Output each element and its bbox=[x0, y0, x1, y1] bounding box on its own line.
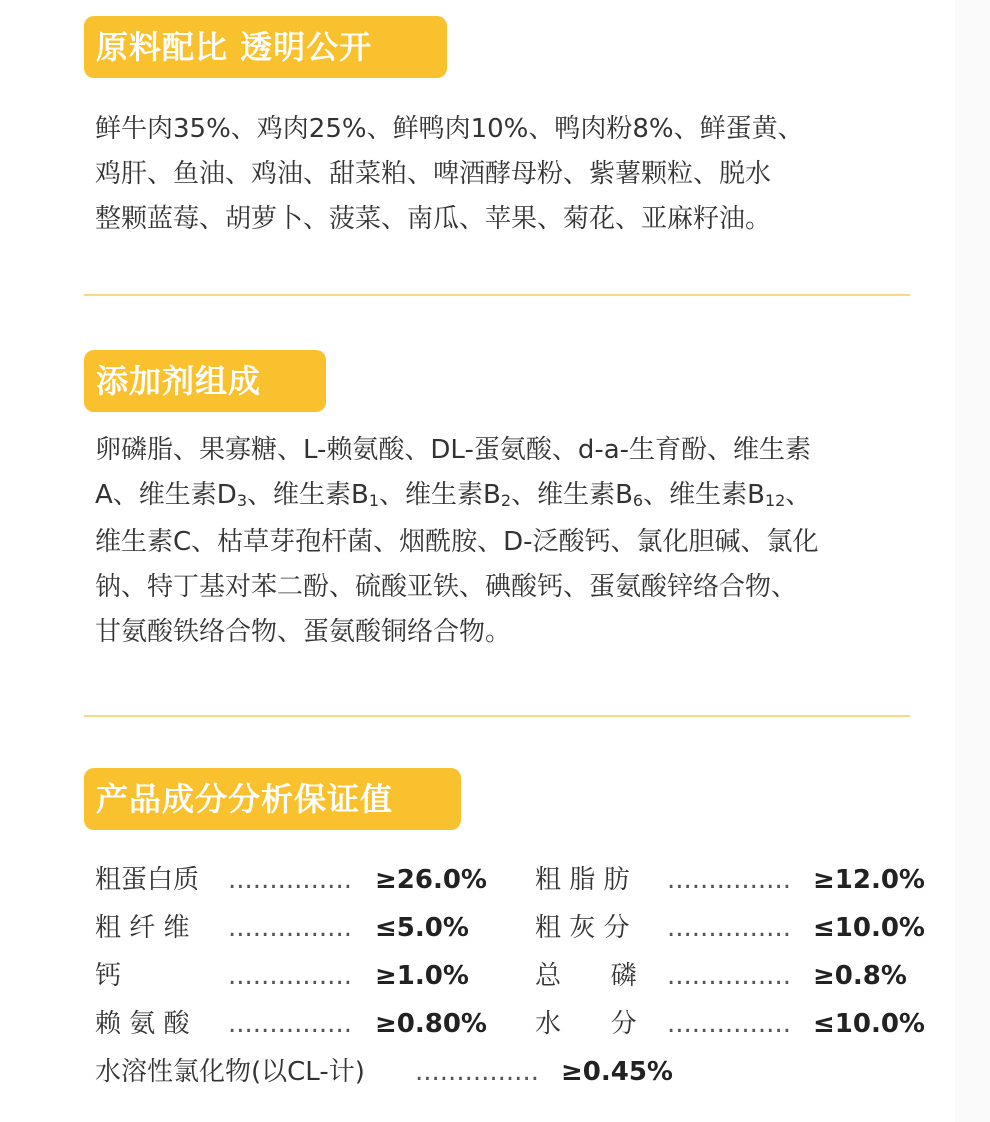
analysis-value: ≥12.0% bbox=[813, 865, 925, 895]
analysis-label: 钙 bbox=[95, 961, 122, 991]
additives-title: 添加剂组成 bbox=[84, 350, 326, 412]
analysis-label: 赖 氨 酸 bbox=[95, 1009, 190, 1039]
raw-line-3: 整颗蓝莓、胡萝卜、菠菜、南瓜、苹果、菊花、亚麻籽油。 bbox=[95, 204, 772, 234]
analysis-label: 粗 纤 维 bbox=[95, 913, 190, 943]
leader-dots: ............... bbox=[667, 865, 791, 895]
analysis-value: ≥26.0% bbox=[375, 865, 487, 895]
additives-line-1: 卵磷脂、果寡糖、L-赖氨酸、DL-蛋氨酸、d-a-生育酚、维生素 bbox=[95, 435, 812, 465]
analysis-label: 水 分 bbox=[535, 1009, 637, 1039]
analysis-value: ≤10.0% bbox=[813, 1009, 925, 1039]
additives-text bbox=[95, 428, 819, 655]
additives-line-3: 维生素C、枯草芽孢杆菌、烟酰胺、D-泛酸钙、氯化胆碱、氯化 bbox=[95, 527, 819, 557]
analysis-label: 粗 灰 分 bbox=[535, 913, 630, 943]
analysis-value: ≤10.0% bbox=[813, 913, 925, 943]
analysis-label: 粗蛋白质 bbox=[95, 865, 200, 895]
divider bbox=[84, 294, 910, 296]
leader-dots: ............... bbox=[667, 1009, 791, 1039]
leader-dots: ............... bbox=[228, 961, 352, 991]
analysis-label: 粗 脂 肪 bbox=[535, 865, 630, 895]
additives-line-4: 钠、特丁基对苯二酚、硫酸亚铁、碘酸钙、蛋氨酸锌络合物、 bbox=[95, 572, 798, 602]
analysis-value: ≥0.8% bbox=[813, 961, 907, 991]
analysis-value: ≤5.0% bbox=[375, 913, 469, 943]
analysis-label: 总 磷 bbox=[535, 961, 637, 991]
analysis-value: ≥0.80% bbox=[375, 1009, 487, 1039]
leader-dots: ............... bbox=[667, 913, 791, 943]
analysis-value: ≥0.45% bbox=[561, 1057, 673, 1087]
divider bbox=[84, 715, 910, 717]
leader-dots: ............... bbox=[228, 1009, 352, 1039]
raw-line-1: 鲜牛肉35%、鸡肉25%、鲜鸭肉10%、鸭肉粉8%、鲜蛋黄、 bbox=[95, 114, 804, 144]
leader-dots: ............... bbox=[667, 961, 791, 991]
analysis-value: ≥1.0% bbox=[375, 961, 469, 991]
analysis-label: 水溶性氯化物(以CL-计) bbox=[95, 1057, 365, 1087]
raw-line-2: 鸡肝、鱼油、鸡油、甜菜粕、啤酒酵母粉、紫薯颗粒、脱水 bbox=[95, 159, 772, 189]
raw-materials-title: 原料配比 透明公开 bbox=[84, 16, 447, 78]
analysis-title: 产品成分分析保证值 bbox=[84, 768, 461, 830]
leader-dots: ............... bbox=[228, 913, 352, 943]
leader-dots: ............... bbox=[228, 865, 352, 895]
leader-dots: ............... bbox=[415, 1057, 539, 1087]
page-edge bbox=[955, 0, 990, 1122]
additives-line-5: 甘氨酸铁络合物、蛋氨酸铜络合物。 bbox=[95, 617, 512, 647]
additives-line-2: A、维生素$D_3$、维生素$B_1$、维生素$B_2$、维生素$B_6$、维生素$B_{12}$、 bbox=[95, 480, 812, 510]
raw-materials-text bbox=[95, 107, 804, 242]
